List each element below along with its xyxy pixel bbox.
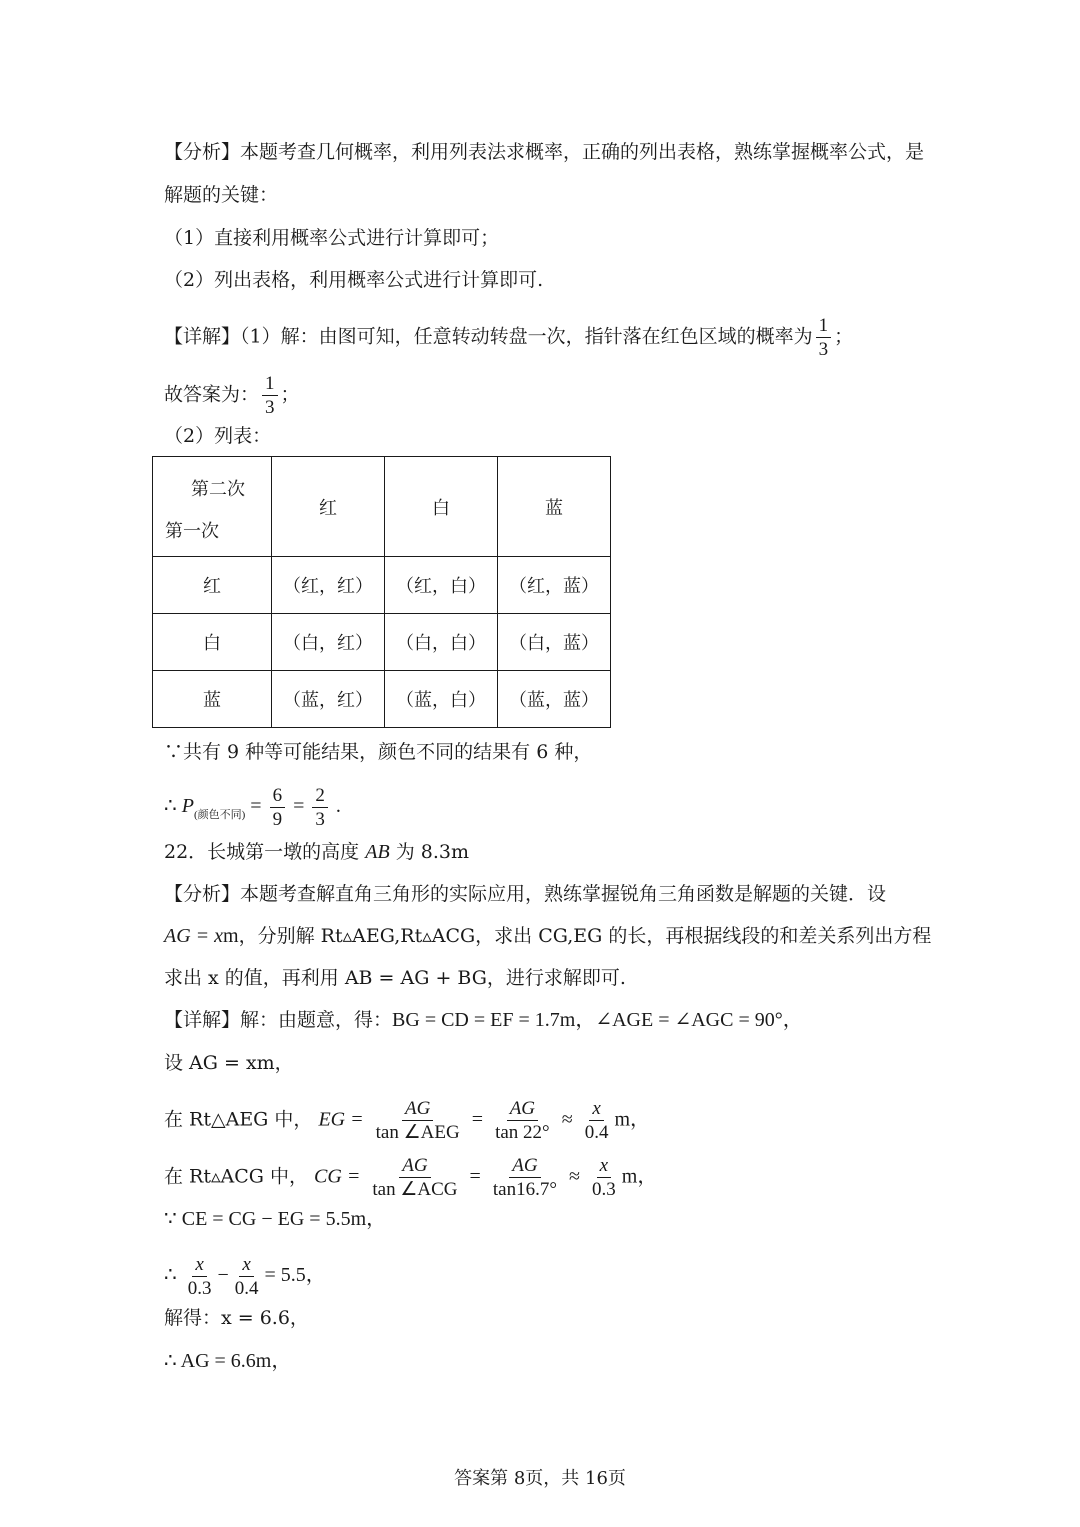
table-row [153, 614, 611, 671]
table-cell: （白，蓝） [498, 614, 611, 671]
detail-text: （1）解：由图可知，任意转动转盘一次，指针落在红色区域的概率为 [240, 325, 813, 348]
fraction-x-0.3: $\frac{x}{0.3}$ [592, 1155, 616, 1200]
table-corner-cell [153, 457, 272, 557]
fraction-ag-tan-acg: $\frac{AG}{\text{tan ∠ACG}}$ [372, 1155, 458, 1200]
detail-line-1: 【详解】（1）解：由图可知，任意转动转盘一次，指针落在红色区域的概率为 $\frac{1}{3}$ ； [164, 315, 854, 360]
table-cell: （红，蓝） [498, 557, 611, 614]
fraction-x-0.4: $\frac{x}{0.4}$ [584, 1098, 609, 1143]
answer-label: 故答案为： [164, 383, 260, 406]
analysis-step-2: （2）列出表格，利用概率公式进行计算即可. [164, 269, 544, 291]
table-cell: （蓝，蓝） [498, 671, 611, 728]
analysis-tag: 【分析】 [164, 141, 241, 163]
table-cell: （红，白） [385, 557, 498, 614]
detail-tag: 【详解】 [164, 1009, 241, 1031]
eg-equation-line: 在 Rt△AEG 中， EG = $\frac{AG}{\text{tan ∠AEG}}$ = $\frac{AG}{\tan 22^\circ}$ ≈ $\frac{x}{0.4}$ m， [164, 1098, 651, 1143]
because-line: ∵共有 9 种等可能结果，颜色不同的结果有 6 种， [164, 741, 593, 763]
ce-line: ∵ CE = CG − EG = 5.5m， [164, 1208, 387, 1230]
fraction-ag-tan16.7: $\frac{AG}{\tan 16.7^\circ}$ [492, 1155, 557, 1200]
analysis-line-1 [164, 140, 924, 164]
outcome-table [152, 456, 611, 728]
q22-analysis-line-3: 求出 x 的值，再利用 AB = AG + BG，进行求解即可. [164, 967, 626, 989]
part2-label: （2）列表： [164, 425, 272, 447]
analysis-tag: 【分析】 [164, 883, 241, 905]
table-row [153, 671, 611, 728]
fraction-x-over-0.4: $\frac{x}{0.4}$ [234, 1254, 259, 1299]
fraction-one-third: $\frac{1}{3}$ [816, 316, 832, 359]
fraction-x-over-0.3: $\frac{x}{0.3}$ [187, 1254, 212, 1299]
table-cell: （白，红） [272, 614, 385, 671]
table-cell: （蓝，红） [272, 671, 385, 728]
equation-line: ∴ $\frac{x}{0.3}$ − $\frac{x}{0.4}$ = 5.5， [164, 1254, 326, 1299]
q22-detail-line-1: 【详解】解：由题意，得：BG = CD = EF = 1.7m，∠AGE = ∠AGC = 90°， [164, 1009, 803, 1031]
column-header: 白 [385, 457, 498, 557]
question-22-title: 22．长城第一墩的高度 AB 为 8.3m [164, 841, 469, 863]
solve-line: 解得：x = 6.6， [164, 1307, 309, 1329]
header-first-draw: 第一次 [165, 521, 219, 542]
row-label: 蓝 [153, 671, 272, 728]
row-label: 白 [153, 614, 272, 671]
table-cell: （白，白） [385, 614, 498, 671]
table-cell: （蓝，白） [385, 671, 498, 728]
fraction-two-thirds: $\frac{2}{3}$ [312, 786, 328, 829]
answer-fraction: $\frac{1}{3}$ [262, 374, 278, 417]
probability-line: ∴ $P_{(颜色不同)}$ = $\frac{6}{9}$ = $\frac{2}{3}$ . [164, 785, 341, 830]
fraction-ag-tan-aeg: $\frac{AG}{\text{tan ∠AEG}}$ [375, 1098, 460, 1143]
ag-result-line: ∴ AG = 6.6m， [164, 1350, 292, 1372]
fraction-six-ninths: $\frac{6}{9}$ [270, 786, 286, 829]
column-header: 蓝 [498, 457, 611, 557]
fraction-ag-tan22: $\frac{AG}{\tan 22^\circ}$ [495, 1098, 550, 1143]
page-footer: 答案第 8页，共 16页 [454, 1468, 626, 1489]
table-cell: （红，红） [272, 557, 385, 614]
q22-analysis-line-2: AG = xm，分别解 Rt▵AEG,Rt▵ACG，求出 CG,EG 的长，再根据线段的和差关系列出方程 [164, 925, 932, 947]
analysis-text: 本题考查几何概率，利用列表法求概率，正确的列出表格，熟练掌握概率公式，是 [240, 141, 925, 163]
row-label: 红 [153, 557, 272, 614]
column-header: 红 [272, 457, 385, 557]
analysis-step-1: （1）直接利用概率公式进行计算即可； [164, 227, 500, 249]
header-second-draw: 第二次 [191, 479, 245, 500]
table-header-row [153, 457, 611, 557]
detail-tag: 【详解】 [164, 325, 241, 348]
table-row [153, 557, 611, 614]
q22-analysis-line-1: 【分析】本题考查解直角三角形的实际应用，熟练掌握锐角三角函数是解题的关键．设 [164, 883, 887, 905]
answer-line: 故答案为： $\frac{1}{3}$ ； [164, 373, 300, 418]
q22-set-line: 设 AG = xm， [164, 1052, 294, 1074]
cg-equation-line: 在 Rt▵ACG 中， CG = $\frac{AG}{\text{tan ∠ACG}}$ = $\frac{AG}{\tan 16.7^\circ}$ ≈ $\frac{x}{0.3}$ m， [164, 1155, 658, 1200]
analysis-line-2: 解题的关键： [164, 184, 279, 206]
